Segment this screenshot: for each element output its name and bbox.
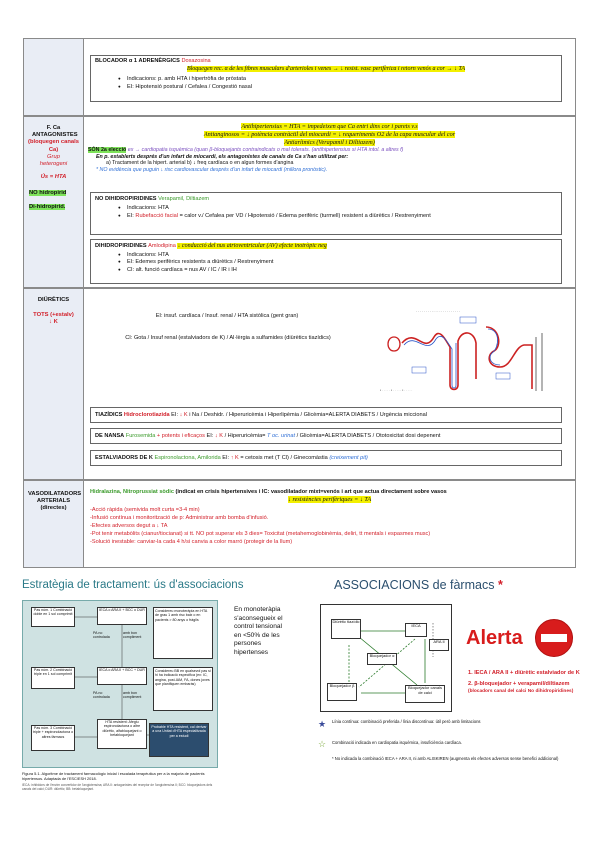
ksparing-blue: (creixement pit) [329,455,368,461]
associations-slide [312,578,582,833]
flow-pa-2: PA no controlada [93,691,110,700]
loop-mid: / Hiperuricèmia= [224,433,266,439]
association-diagram [320,604,452,712]
ksparing-title: ESTALVIADORS DE K [95,455,153,461]
row-blocador [84,38,576,116]
ca-left-us: Ús = HTA [40,174,67,181]
flow-adh-2: amb bon compliment [123,691,142,700]
diur-left-tots: TOTS (+estalv) [33,312,74,319]
flow-step-1: Pas núm. 1 Combinació doble en 1 sol comprimit [31,607,75,627]
associations-star: * [497,578,503,592]
nodhp-indications: ● Indicacions: HTA [113,205,557,212]
vaso-note-1: -Acció ràpida (semivida molt curta =3-4 min) [90,506,200,513]
svg-text:· · · · · · · · · · · · · · ·: · · · · · · · · · · · · · · · · · · · · · · · [416,310,460,314]
loop-effects: / Glicèmia=ALERTA DIABETS / Ototoxicitat dosi depenent [296,433,441,439]
row-ca [84,116,576,288]
thiazide-ei: EI: [171,412,179,418]
thiazide-box [90,407,562,423]
dhp-drug: Amlodipina [148,243,176,249]
vaso-left-title: VASODILATADORS ARTERIALS (directes) [28,491,82,512]
vaso-mechanism: ↓ resistències perifèriques = ↓ TA [287,495,372,503]
flow-note-bb: Considereu BB en qualsevol pas si hi ha indicació específica (ex: IC, angina, post-IAM, FA, dones joves que planifiquen embaràs) [153,667,213,711]
alert-item-1: 1. IECA / ARA II + diürètic estalviador de K [468,670,580,676]
loop-ei: EI: [206,433,214,439]
ca-left-nodhp: NO hidropirid [29,189,67,196]
flow-resistant: Probable HTA resistent, cal derivar a una Unitat d'HTA especialitzada per a estudi [149,723,209,757]
figure-caption: Figura 5.1. Algoritme de tractament farmacològic inicial i escalada terapèutica per a la majoria de pacients hipertensos. Adaptada de l'ESC/ESH 2018. [22,771,205,781]
blocador-effects: ● EI: Hipotensió postural / Cefalea / Congestió nasal [113,84,557,91]
dhp-indications: ● Indicacions: HTA [113,252,557,259]
ca-second-choice-detail: ex → cardiopatia isquèmica (quan β-bloquejants contraindicats o mal tolerats. (antihipertensius si HTA intol. a altres f) [127,147,404,154]
flow-pa-1: PA no controlada [93,631,110,640]
ksparing-ei: EI: [222,455,230,461]
vaso-drugs: Hidralazina, Nitroprussiat sòdic [90,489,174,495]
flow-arrows [23,601,219,769]
blocador-title: BLOCADOR α 1 ADRENÈRGICS [95,58,180,64]
ca-second-choice: SÓN 2a elecció [88,147,127,154]
flow-step-3: Pas núm. 3 Combinació triple + espironolactona o altres fàrmacs [31,725,75,751]
strategy-flowchart [22,600,218,768]
loop-box [90,428,562,444]
row-diuretics [84,288,576,480]
alert-item-2: 2. β-bloquejador + verapamil/diltiazem [468,681,570,687]
left-cell-diuretics [23,288,84,480]
row-vasodilators [84,480,576,568]
thiazide-drug: Hidroclorotiazida [123,412,170,418]
ca-antiaritmics: Antiarítmics (Verapamil i Diltiazem) [284,138,375,146]
figure-footnote: IECA: inhibidors de l'enzim convertidor de l'angiotensina; ARA II: antagonistes del receptor de l'angiotensina II; BCC: bloquejadors dels canals del calci; DUR: diürètic; BB: betabloquejant. [22,783,213,791]
ca-post-infarct: En p. establerts després d'un infart de miocardi, els antagonistes de canals de Ca s'han utilitzat per: [96,153,349,160]
diur-indications: EI: insuf. cardíaca / Insuf. renal / HTA sistòlica (gent gran) [155,313,299,319]
diag-diuretic: Diürètic tiazídic [331,619,361,639]
nodhp-effects-red: Rubefacció facial [135,212,179,219]
nodhp-box [90,192,562,235]
left-cell-blocador [23,38,84,116]
nephron-diagram [376,307,562,395]
diur-contraindications: CI: Gota / Insuf renal (estalviadors de K) / Al·lèrgia a sulfamides (diürètics tiazídics) [125,335,331,341]
blocador-indications: ● Indicacions: p. amb HTA i hipertròfia de pròstata [113,76,557,83]
dhp-mechanism: ↓ conducció del nus atrioventricular (AV) efecte inotròpic neg [177,243,327,249]
ksparing-drug: Espironolactona, Amilorida [154,455,221,461]
ksparing-box [90,450,562,466]
loop-k: ↓ K [214,433,223,439]
vaso-note-3: -Efectes adversos degut a ↓ TA [90,522,168,529]
vaso-note-2: -Infusió contínua i monitorització de p: Administrar amb bomba d'infusió. [90,514,269,521]
ca-no-evidence: * NO evidència que puguin ↓ risc cardiovascular després d'un infart de miocardi (millora pronòstic). [96,167,328,174]
legend-lines: Línia contínua: combinació preferida / línia discontínua: útil però amb limitacions [332,719,481,724]
dhp-box [90,239,562,284]
diag-bcc: Bloquejador canals de calci [405,685,445,703]
legend-green: Combinació indicada en cardiopatia isquèmica, insuficiència cardíaca. [332,740,462,745]
ca-antianginosos: Antianginosos = ↓ potència contràctil del miocardi = ↓ requeriments O2 de la capa muscular del cor [203,130,456,138]
no-entry-icon [534,618,574,658]
dhp-title: DIHIDROPIRIDINES [95,243,147,249]
blocador-drug: Doxazosina [181,58,211,64]
ksparing-effects: = cetosis met (T Cl) / Ginecomàstia [240,455,328,461]
green-star-icon: ☆ [318,739,327,749]
ca-left-title: F. Ca ANTAGONISTES [32,125,78,139]
diag-beta: Bloquejador β [327,683,357,701]
thiazide-k: ↓ K [179,412,188,418]
loop-title: DE NANSA [95,433,125,439]
ca-left-group: Grup heterogeni [39,153,68,168]
nodhp-title: NO DIHIDROPIRIDINES [95,196,157,202]
flow-combo-2: IECA o ARA II + BCC + DUR [97,667,147,685]
left-cell-ca [23,116,84,288]
loop-blue: T oc. urinat [267,433,295,439]
alert-item-3: (blocadors canal del calci No dihidropiridines) [468,689,574,694]
diag-ieca: IECA [405,623,427,637]
associations-title: ASSOCIACIONS de fàrmacs [334,578,495,592]
blocador-mechanism: Bloquegen rec. α de les fibres musculars d'arterioles i venes → ↓ resist. vasc perifèrica i retorn venós a cor → ↓ TA [186,65,466,72]
vaso-indication: (indicat en crisis hipertensives i IC: vasodilatador mixt=venós i art que actua directament sobre vasos [175,489,447,495]
flow-step-2: Pas núm. 2 Combinació triple en 1 sol comprimit [31,667,75,689]
dhp-effects: ● EI: Edemes perifèrics resistents a diürètics / Restrenyiment [113,259,557,266]
strategy-title: Estratègia de tractament: ús d'associacions [22,579,244,591]
ksparing-k: ↑ K [230,455,239,461]
ca-post-infarct-uses: a) Tractament de la hipert. arterial b) ↓ freq cardíaca o en algun formes d'angina [106,160,294,167]
nodhp-effects-label: EI: [127,212,134,219]
monotherapy-note: En monoteràpia s'aconsegueix el control tensional en <50% de les persones hipertenses [234,606,283,656]
loop-potent: + potents i eficaços [156,433,205,439]
vaso-note-5: -Solució inestable: canviar-la cada 4 h/si canvia a color marró (protegir de la llum) [90,538,293,545]
flow-note-mono: Considereu monoteràpia en HTA de grau 1 amb risc baix o en pacients > 80 anys o fràgils [153,607,213,659]
ca-left-sub: (bloquegen canals Ca) [28,139,79,153]
diag-ara: ARA II [429,639,449,651]
loop-drug: Furosemida [125,433,156,439]
vaso-note-4: -Pot tenir metabòlits (cianur/tiocianat) si tt. NO pot superar els 3 dies= Toxicitat (metahemoglobinèmia, deliri, tt mentals i espasmes musc) [90,530,431,537]
alert-label: Alerta [466,627,523,649]
thiazide-title: TIAZÍDICS [95,412,123,418]
ca-left-dhp: Di-hidropirid. [29,203,66,210]
flow-combo-1: IECA o ARA II + BCC o DUR [97,607,147,625]
blue-star-icon: ★ [318,719,327,729]
flow-adh-1: amb bon compliment [123,631,142,640]
nodhp-effects [113,213,557,220]
diag-alfa: Bloquejador α [367,653,397,665]
legend-not-indicated: * No indicada la combinació IECA + ARA II, ni amb ALISKIREN (augmenta els efectes adversos sense benefici addicional) [332,756,559,761]
diur-left-k: ↓ K [49,319,58,326]
svg-text:▪ · · · · · ▪ · · · · · ▪ · ·: ▪ · · · · · ▪ · · · · · ▪ · · · · · [380,388,413,392]
diur-left-title: DIÜRÈTICS [37,297,70,303]
dhp-contraindications: ● CI: alt. funció cardíaca = nus AV / IC / IR i IH [113,267,557,274]
ca-antihipertensius: Antihipertensius = HTA = impedeixen que Ca entri dins cor i parets v.s [241,123,418,130]
nodhp-effects-rest: = calor v./ Cefalea per VD / Hipotensió / Edema perifèric (turmell) resistent a diürètics / Restrenyiment [179,212,431,219]
left-cell-vasodilators [23,480,84,568]
blocador-box [90,55,562,102]
nodhp-drugs: Verapamil, Diltiazem [158,196,210,202]
strategy-slide [22,578,292,833]
thiazide-effects: i Na / Deshidr. / Hiperuricèmia i Hiperlipèmia / Glicèmia=ALERTA DIABETS / Urgència miccional [189,412,427,418]
flow-combo-3: HTA resistent: Afegiu espironolactona o altre diürètic, alfabloquejant o betabloquejant [97,719,147,749]
